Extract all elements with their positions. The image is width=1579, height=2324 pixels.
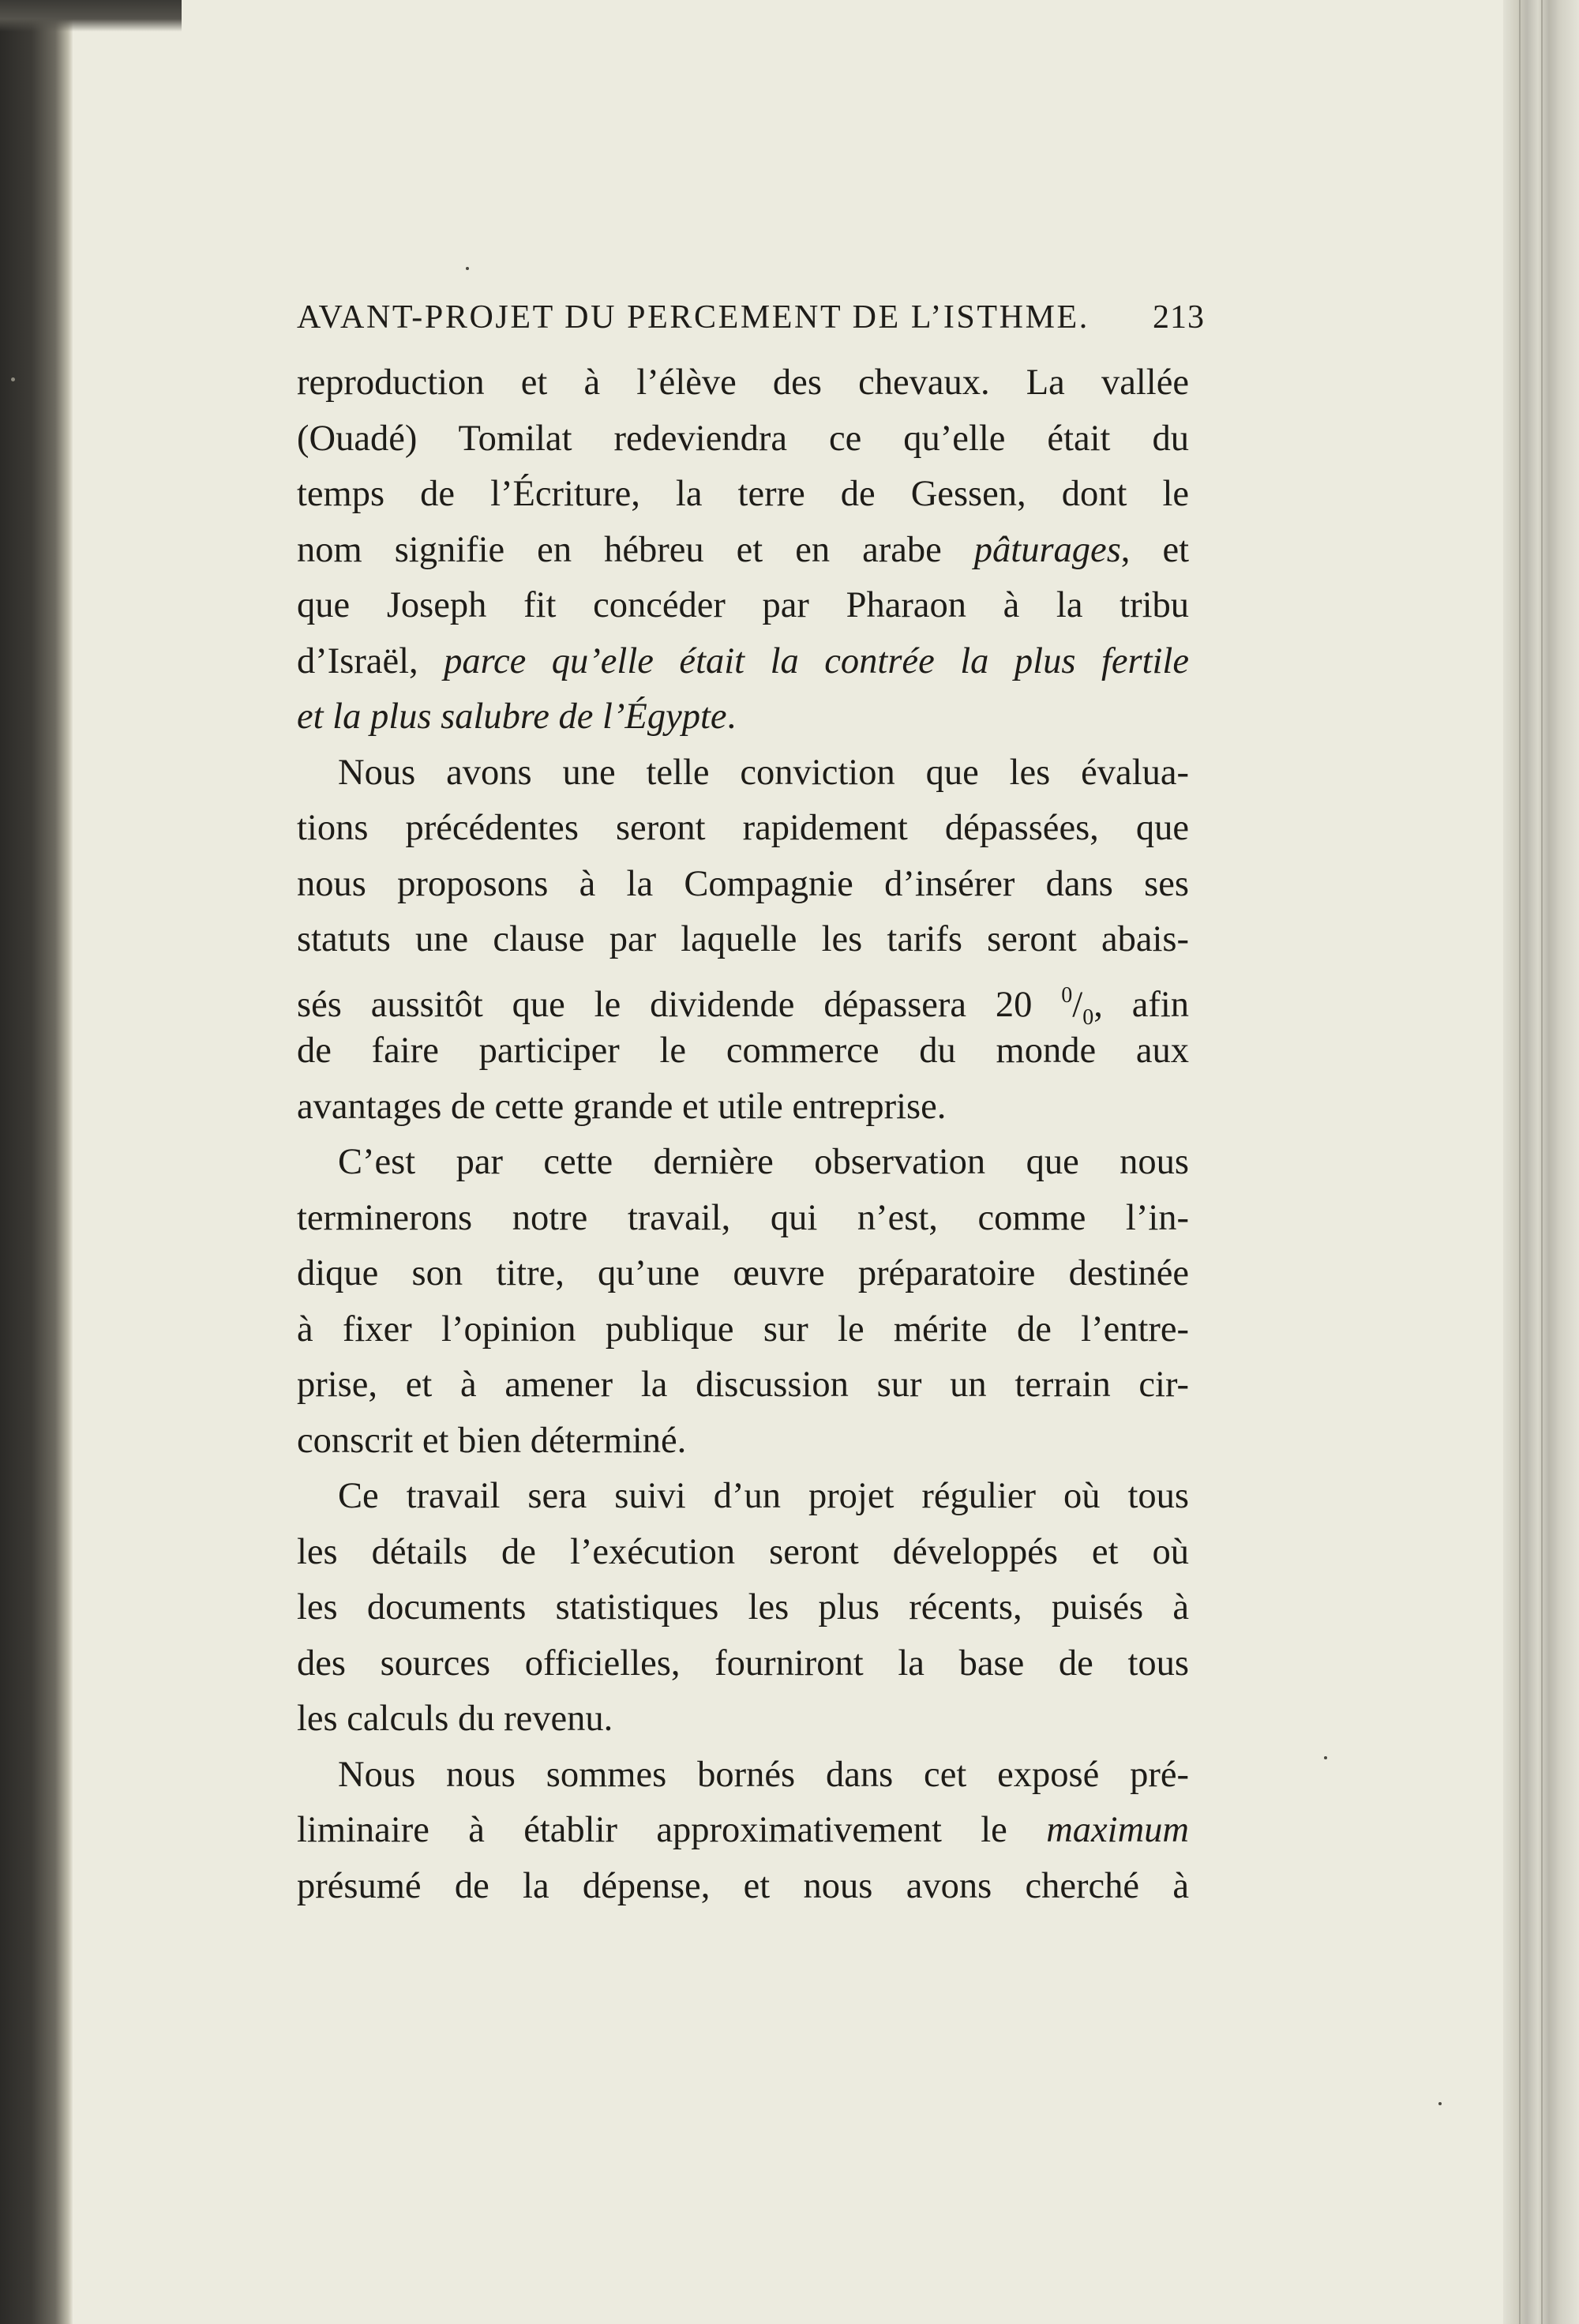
text-line: prise, et à amener la discussion sur un terrain cir- [297,1365,1189,1405]
italic-phrase: pâturages [973,529,1121,570]
paper-speck [1324,1756,1327,1759]
body-text [297,355,1189,1914]
text-line: dique son titre, qu’une œuvre préparatoire destinée [297,1253,1189,1293]
text-line [297,689,1189,745]
text-line: temps de l’Écriture, la terre de Gessen, dont le [297,474,1189,514]
text-line: de faire participer le commerce du monde aux [297,1031,1189,1071]
text-line: sés aussitôt que le dividende dépassera 20 $^0/_0$, afin [297,982,1190,1030]
running-head [297,298,1205,346]
text-fragment: . [726,696,737,737]
text-line: les calculs du revenu. [297,1699,613,1739]
running-head-title: AVANT-PROJET DU PERCEMENT DE L’ISTHME. [297,299,1090,336]
text-line: nous proposons à la Compagnie d’insérer dans ses [297,863,1189,904]
text-fragment: , et [1120,529,1189,570]
text-line: (Ouadé) Tomilat redeviendra ce qu’elle était du [297,418,1189,459]
text-line: avantages de cette grande et utile entreprise. [297,1086,947,1127]
italic-phrase: et la plus salubre de l’Égypte [297,696,727,737]
page-number: 213 [1153,299,1205,336]
page-edges [1503,0,1579,2324]
text-line: à fixer l’opinion publique sur le mérite de l’entre- [297,1308,1189,1350]
text-line [297,523,1189,579]
text-line: que Joseph fit concéder par Pharaon à la tribu [297,585,1189,625]
italic-phrase: parce qu’elle était la contrée la plus fertile [444,640,1189,681]
paragraph [297,1135,1189,1469]
paragraph [297,1748,1189,1915]
paper-speck [1438,2102,1442,2105]
text-line [297,634,1189,690]
text-line: présumé de la dépense, et nous avons cherché à [297,1865,1189,1906]
paragraph [297,355,1189,745]
page-edge-line [1519,0,1521,2324]
text-line: tions précédentes seront rapidement dépassées, que [297,808,1189,848]
text-line: Nous nous sommes bornés dans cet exposé pré- [338,1754,1189,1795]
percent-sign-part: 0 [1082,1004,1094,1030]
paragraph [297,1469,1189,1748]
text-fragment: d’Israël, [297,640,444,681]
text-line: reproduction et à l’élève des chevaux. La vallée [297,362,1189,403]
page-edge-line [1541,0,1543,2324]
percent-sign-part: 0 [1061,982,1073,1008]
text-line [297,1803,1189,1859]
text-line: des sources officielles, fourniront la base de tous [297,1643,1189,1684]
text-line: les documents statistiques les plus récents, puisés à [297,1587,1189,1628]
binding-top-shadow [0,0,182,32]
paper-speck [11,377,15,381]
book-binding [0,0,73,2324]
paper-speck [466,267,469,270]
text-fragment: nom signifie en hébreu et en arabe [297,529,974,570]
paragraph [297,745,1189,1136]
text-line: statuts une clause par laquelle les tarifs seront abais- [297,919,1189,959]
text-line: C’est par cette dernière observation que nous [338,1142,1189,1182]
italic-phrase: maximum [1046,1810,1189,1850]
text-line: terminerons notre travail, qui n’est, comme l’in- [297,1197,1189,1238]
text-line: Nous avons une telle conviction que les évalua- [338,752,1189,793]
text-fragment: liminaire à établir approximativement le [297,1810,1047,1850]
text-line: conscrit et bien déterminé. [297,1420,687,1461]
text-line: les détails de l’exécution seront développés et où [297,1531,1189,1572]
text-line: Ce travail sera suivi d’un projet régulier où tous [338,1476,1189,1516]
